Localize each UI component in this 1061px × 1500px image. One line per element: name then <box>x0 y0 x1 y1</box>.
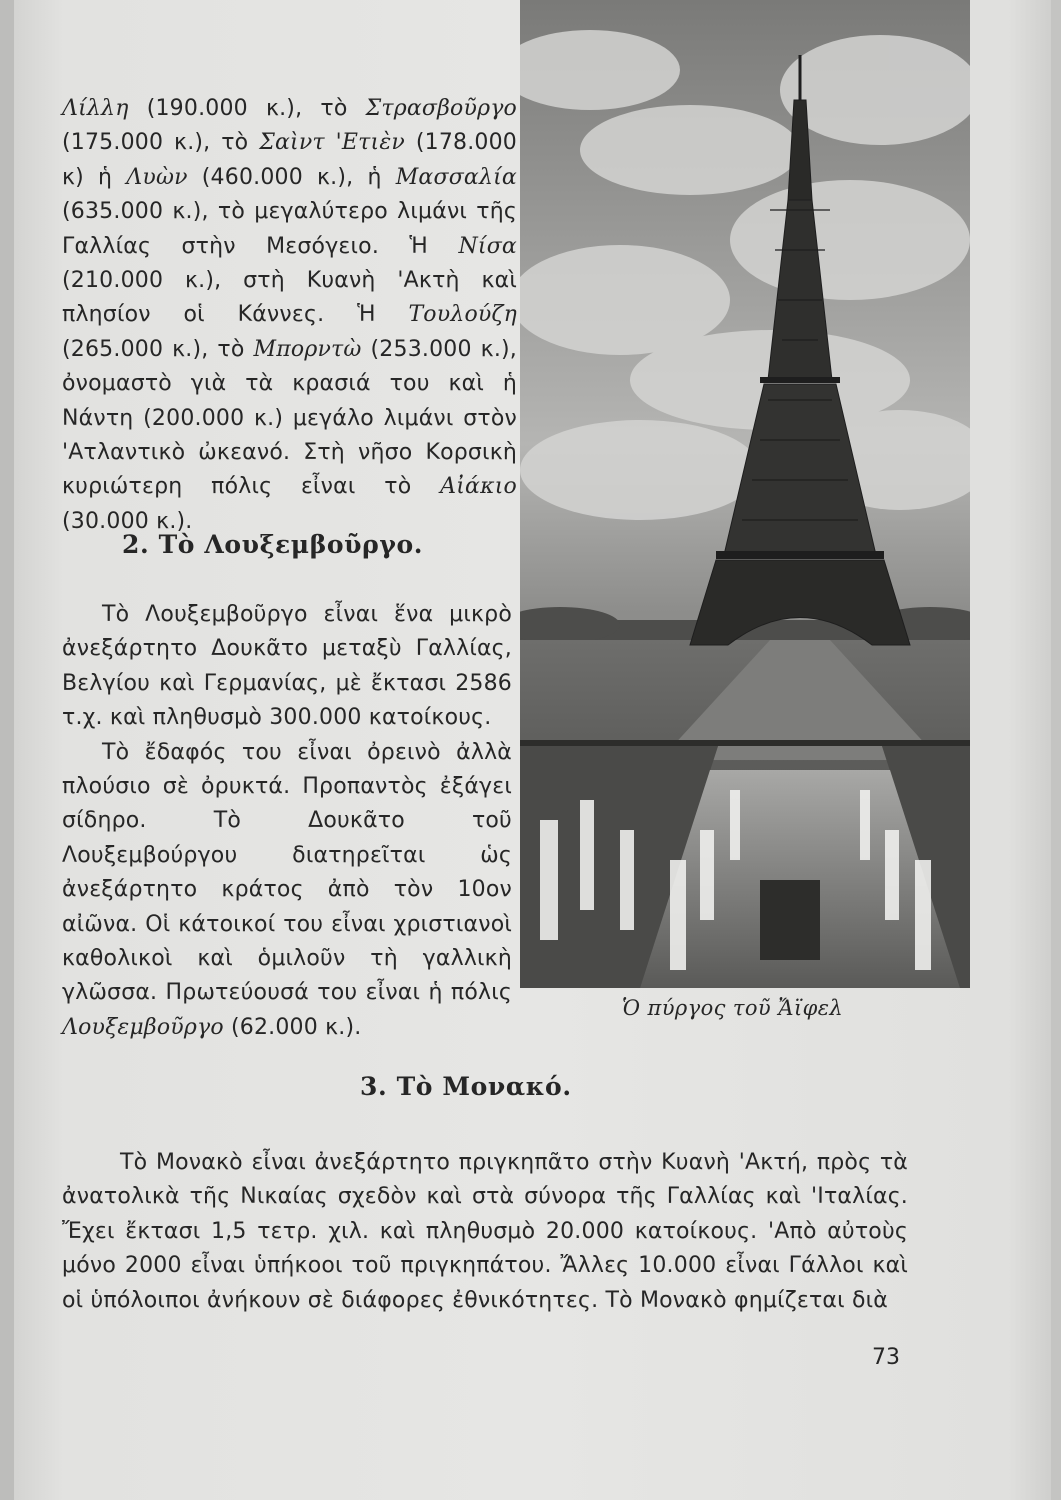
section1-text <box>62 92 517 539</box>
city-strasbourg: Στρασβοῦργο <box>365 96 517 121</box>
capital-luxembourg: Λουξεμβοῦργο <box>62 1014 224 1040</box>
city-toulouse: Τουλούζη <box>408 302 517 328</box>
city-bordeaux: Μπορντὼ <box>253 336 362 362</box>
section3-paragraph: Τὸ Μονακὸ εἶναι ἀνεξάρτητο πριγκηπᾶτο στὴν Κυανὴ 'Ακτή, πρὸς τὰ ἀνατολικὰ τῆς Νικαίας σχεδὸν καὶ στὰ σύνορα τῆς Γαλλίας καὶ 'Ιταλίας. Ἔχει ἔκτασι 1,5 τετρ. χιλ. καὶ πληθυσμὸ 20.000 κατοίκους. 'Απὸ αὐτοὺς μόνο 2000 εἶναι ὑπήκοοι τοῦ πριγκηπάτου. Ἄλλες 10.000 εἶναι Γάλλοι καὶ οἱ ὑπόλοιποι ἀνήκουν σὲ διάφορες ἐθνικότητες. Τὸ Μονακὸ φημίζεται διὰ <box>62 1150 908 1313</box>
eiffel-tower-photo <box>520 0 970 988</box>
city-saint-etienne: Σαὶντ 'Ετιὲν <box>259 130 405 156</box>
city-lyon: Λυὼν <box>126 164 188 190</box>
section2-paragraph-2: Τὸ ἔδαφός του εἶναι ὀρεινὸ ἀλλὰ πλούσιο σὲ ὀρυκτά. Προπαντὸς ἐξάγει σίδηρο. Τὸ Δουκᾶτο τοῦ Λουξεμβούργου διατηρεῖται ὡς ἀνεξάρτητο κράτος ἀπὸ τὸν 10ον αἰῶνα. Οἱ κάτοικοί του εἶναι χριστιανοὶ καθολικοὶ καὶ ὁμιλοῦν τὴ γαλλικὴ γλῶσσα. Πρωτεύουσά του εἶναι ἡ πόλις Λουξεμβοῦργο (62.000 κ.). <box>62 739 512 1040</box>
section2-heading: 2. Τὸ Λουξεμβοῦργο. <box>122 530 424 559</box>
page-edge-right <box>1051 0 1061 1500</box>
city-marseille: Μασσαλία <box>395 164 517 190</box>
photo-caption: Ὁ πύργος τοῦ Ἄϊφελ <box>622 996 844 1020</box>
city-lille: Λίλλη <box>62 96 129 121</box>
section2-paragraph-1: Τὸ Λουξεμβοῦργο εἶναι ἕνα μικρὸ ἀνεξάρτητο Δουκᾶτο μεταξὺ Γαλλίας, Βελγίου καὶ Γερμανίας, μὲ ἔκτασι 2586 τ.χ. καὶ πληθυσμὸ 300.000 κατοίκους. <box>62 602 512 731</box>
page-number: 73 <box>872 1345 900 1370</box>
city-nice: Νίσα <box>458 233 517 259</box>
section1-paragraph: Λίλλη (190.000 κ.), τὸ Στρασβοῦργο (175.000 κ.), τὸ Σαὶντ 'Ετιὲν (178.000 κ) ἡ Λυὼν (460.000 κ.), ἡ Μασσαλία (635.000 κ.), τὸ μεγαλύτερο λιμάνι τῆς Γαλλίας στὴν Μεσόγειο. Ἡ Νίσα (210.000 κ.), στὴ Κυανὴ 'Ακτὴ καὶ πλησίον οἱ Κάννες. Ἡ Τουλούζη (265.000 κ.), τὸ Μπορντὼ (253.000 κ.), ὀνομαστὸ γιὰ τὰ κρασιά του καὶ ἡ Νάντη (200.000 κ.) μεγάλο λιμάνι στὸν 'Ατλαντικὸ ὠκεανό. Στὴ νῆσο Κορσικὴ κυριώτερη πόλις εἶναι τὸ Αἰάκιο (30.000 κ.). <box>62 96 517 534</box>
page-edge-left <box>0 0 14 1500</box>
section3-text <box>62 1146 908 1318</box>
section2-text <box>62 598 512 1045</box>
section3-heading: 3. Τὸ Μονακό. <box>360 1072 572 1101</box>
city-ajaccio: Αἰάκιο <box>440 474 517 500</box>
